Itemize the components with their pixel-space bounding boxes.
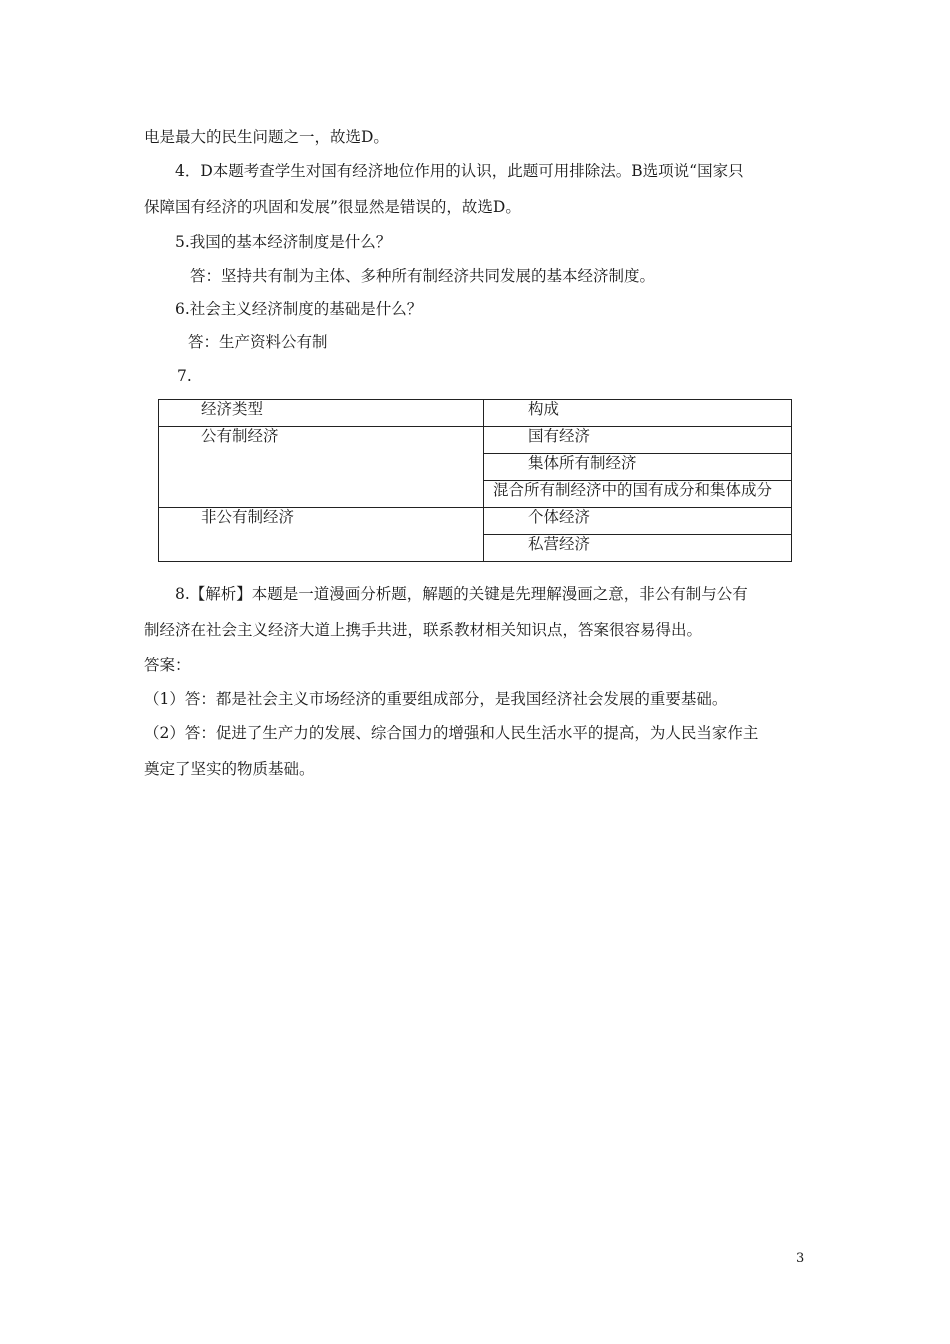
table-header-row bbox=[159, 400, 792, 427]
answer-8-part2-line1: （2）答：促进了生产力的发展、综合国力的增强和人民生活水平的提高，为人民当家作主 bbox=[144, 724, 759, 742]
table-row bbox=[159, 427, 792, 454]
answer-8-part1: （1）答：都是社会主义市场经济的重要组成部分，是我国经济社会发展的重要基础。 bbox=[144, 690, 728, 708]
table-cell: 混合所有制经济中的国有成分和集体成分 bbox=[484, 481, 792, 508]
table-header-composition: 构成 bbox=[484, 400, 792, 427]
economy-type-table bbox=[158, 399, 792, 562]
table-cell: 国有经济 bbox=[484, 427, 792, 454]
table-cell: 个体经济 bbox=[484, 508, 792, 535]
question-5: 5.我国的基本经济制度是什么？ bbox=[175, 233, 392, 251]
answer-8-part2-line2: 奠定了坚实的物质基础。 bbox=[144, 760, 315, 778]
answer-5: 答：坚持共有制为主体、多种所有制经济共同发展的基本经济制度。 bbox=[190, 267, 656, 285]
answer-label: 答案： bbox=[144, 656, 191, 674]
nonpublic-economy-label: 非公有制经济 bbox=[159, 508, 484, 562]
table-header-type: 经济类型 bbox=[159, 400, 484, 427]
answer-4-line2: 保障国有经济的巩固和发展”很显然是错误的，故选D。 bbox=[144, 198, 521, 216]
page-number: 3 bbox=[796, 1251, 805, 1266]
answer-8-line1: 8.【解析】本题是一道漫画分析题，解题的关键是先理解漫画之意，非公有制与公有 bbox=[175, 585, 748, 603]
answer-8-line2: 制经济在社会主义经济大道上携手共进，联系教材相关知识点，答案很容易得出。 bbox=[144, 621, 703, 639]
paragraph-continuation: 电是最大的民生问题之一，故选D。 bbox=[144, 128, 389, 146]
answer-4-line1: 4．D本题考查学生对国有经济地位作用的认识，此题可用排除法。B选项说“国家只 bbox=[175, 162, 744, 180]
public-economy-label: 公有制经济 bbox=[159, 427, 484, 508]
question-6: 6.社会主义经济制度的基础是什么？ bbox=[175, 300, 423, 318]
table-row bbox=[159, 508, 792, 535]
question-7: 7. bbox=[177, 367, 192, 385]
answer-6: 答：生产资料公有制 bbox=[188, 333, 328, 351]
table-cell: 私营经济 bbox=[484, 535, 792, 562]
table-cell: 集体所有制经济 bbox=[484, 454, 792, 481]
